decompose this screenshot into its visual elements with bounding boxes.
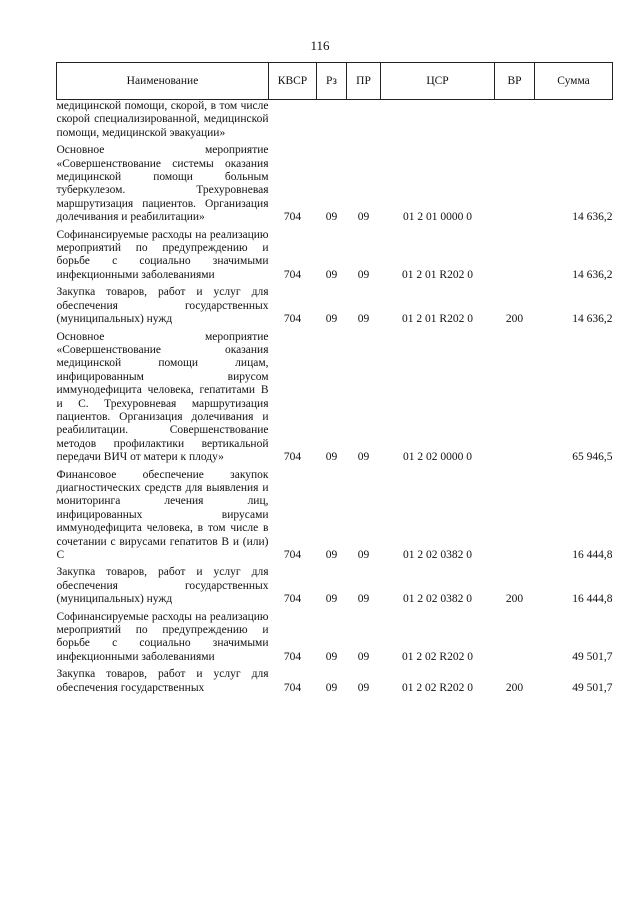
row-name: Софинансируемые расходы на реализацию мероприятий по предупреждению и борьбе с социально значимыми инфекционными заболеваниями	[56, 610, 269, 663]
row-sum: 14 636,2	[572, 268, 613, 281]
row-name: Закупка товаров, работ и услуг для обеспечения государственных (муниципальных) нужд	[56, 286, 269, 326]
row-kvsr: 704	[283, 681, 302, 694]
row-csr	[381, 100, 495, 141]
row-vr	[495, 229, 535, 283]
row-csr: 01 2 01 R202 0	[402, 313, 473, 326]
table-row	[57, 668, 613, 695]
row-sum: 65 946,5	[572, 451, 613, 464]
row-sum: 14 636,2	[572, 211, 613, 224]
page-number: 116	[310, 38, 330, 53]
row-pr: 09	[357, 549, 370, 561]
row-sum: 49 501,7	[572, 681, 613, 694]
header-kvsr: КВСР	[269, 63, 317, 100]
row-rz: 09	[325, 549, 338, 561]
row-sum	[535, 100, 613, 141]
row-pr: 09	[357, 681, 370, 694]
row-rz: 09	[325, 268, 338, 281]
row-pr: 09	[357, 211, 370, 224]
header-row	[57, 63, 613, 100]
table-row	[57, 331, 613, 465]
table-row	[57, 611, 613, 665]
row-kvsr: 704	[283, 549, 302, 561]
budget-table	[56, 62, 613, 695]
row-sum: 16 444,8	[572, 549, 613, 561]
row-rz: 09	[325, 211, 338, 224]
row-csr: 01 2 02 0382 0	[403, 549, 472, 561]
row-vr: 200	[505, 593, 524, 606]
header-name: Наименование	[57, 63, 269, 100]
row-vr	[495, 144, 535, 224]
table-row	[57, 286, 613, 326]
row-vr	[495, 331, 535, 465]
row-kvsr: 704	[283, 211, 302, 224]
header-rz: Рз	[317, 63, 347, 100]
row-name: Финансовое обеспечение закупок диагностических средств для выявления и мониторинга лечения лиц, инфицированных вирусами иммунодефицита человека, в том числе в сочетании с вирусами гепатитов В и (или) С	[56, 468, 269, 561]
table-row	[57, 100, 613, 141]
row-rz: 09	[325, 313, 338, 326]
row-name: Основное мероприятие «Совершенствование системы оказания медицинской помощи больным туберкулезом. Трехуровневая маршрутизация пациентов. Организация долечивания и реабилитации»	[56, 144, 269, 224]
table-row	[57, 469, 613, 563]
row-kvsr: 704	[283, 593, 302, 606]
row-rz: 09	[325, 451, 338, 464]
header-sum: Сумма	[535, 63, 613, 100]
row-csr: 01 2 02 R202 0	[402, 681, 473, 694]
table-row	[57, 229, 613, 283]
row-rz: 09	[325, 650, 338, 663]
row-kvsr: 704	[283, 451, 302, 464]
row-name: Закупка товаров, работ и услуг для обеспечения государственных (муниципальных) нужд	[56, 566, 269, 606]
row-pr: 09	[357, 313, 370, 326]
row-rz	[317, 100, 347, 141]
row-kvsr: 704	[283, 268, 302, 281]
row-kvsr: 704	[283, 313, 302, 326]
row-vr	[495, 611, 535, 665]
row-name: Софинансируемые расходы на реализацию мероприятий по предупреждению и борьбе с социально значимыми инфекционными заболеваниями	[56, 228, 269, 281]
table-row	[57, 144, 613, 224]
row-csr: 01 2 01 R202 0	[402, 268, 473, 281]
row-sum: 14 636,2	[572, 313, 613, 326]
row-csr: 01 2 01 0000 0	[403, 211, 472, 224]
row-csr: 01 2 02 0000 0	[403, 451, 472, 464]
row-name: Основное мероприятие «Совершенствование оказания медицинской помощи лицам, инфицированным вирусом иммунодефицита человека, гепатитами В и С. Трехуровневая маршрутизация пациентов. Организация долечивания и реабилитации. Совершенствование методов профилактики вертикальной передачи ВИЧ от матери к плоду»	[56, 330, 269, 464]
row-name: Закупка товаров, работ и услуг для обеспечения государственных	[56, 668, 269, 694]
header-csr: ЦСР	[381, 63, 495, 100]
header-vr: ВР	[495, 63, 535, 100]
row-rz: 09	[325, 681, 338, 694]
row-pr: 09	[357, 593, 370, 606]
header-pr: ПР	[347, 63, 381, 100]
row-pr: 09	[357, 451, 370, 464]
row-name: медицинской помощи, скорой, в том числе скорой специализированной, медицинской помощи, медицинской эвакуации»	[56, 100, 269, 139]
row-vr: 200	[505, 313, 524, 326]
row-csr: 01 2 02 0382 0	[403, 593, 472, 606]
row-vr: 200	[505, 681, 524, 694]
row-sum: 16 444,8	[572, 593, 613, 606]
row-kvsr	[269, 100, 317, 141]
row-csr: 01 2 02 R202 0	[402, 650, 473, 663]
row-vr	[495, 100, 535, 141]
row-pr	[347, 100, 381, 141]
row-pr: 09	[357, 650, 370, 663]
row-sum: 49 501,7	[572, 650, 613, 663]
row-pr: 09	[357, 268, 370, 281]
row-rz: 09	[325, 593, 338, 606]
table-row	[57, 566, 613, 606]
row-kvsr: 704	[283, 650, 302, 663]
row-vr	[495, 469, 535, 563]
